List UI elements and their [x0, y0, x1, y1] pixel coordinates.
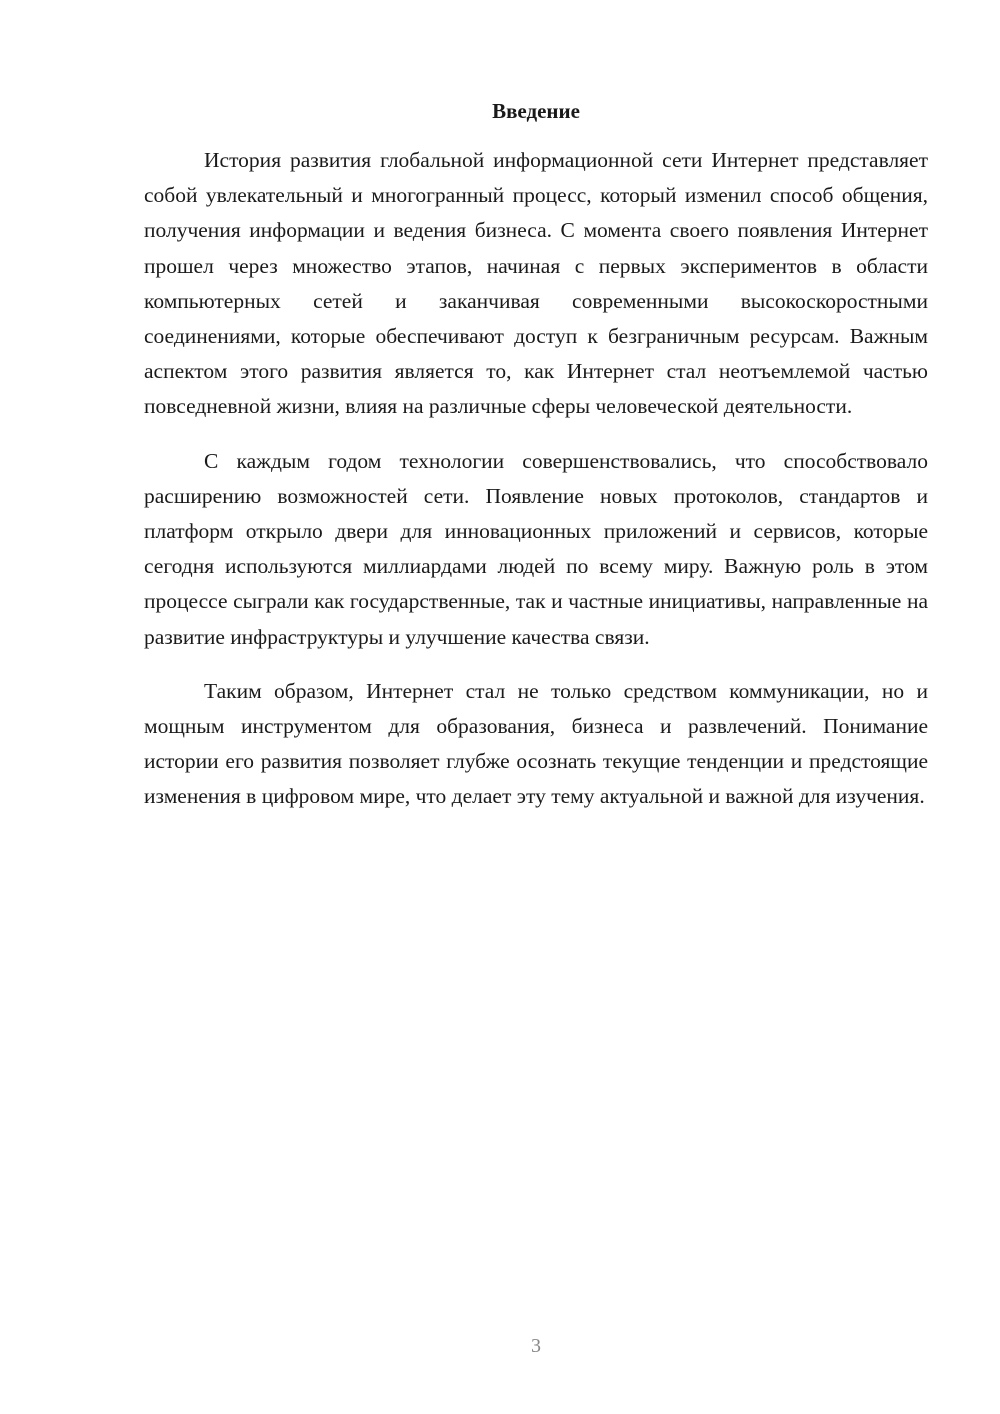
paragraph-1: История развития глобальной информационной сети Интернет представляет собой увлекательный и многогранный процесс, который изменил способ общения, получения информации и ведения бизнеса. С момента своего появления Интернет прошел через множество этапов, начиная с первых экспериментов в области компьютерных сетей и заканчивая современными высокоскоростными соединениями, которые обеспечивают доступ к безграничным ресурсам. Важным аспектом этого развития является то, как Интернет стал неотъемлемой частью повседневной жизни, влияя на различные сферы человеческой деятельности. — [144, 148, 928, 419]
body-text — [144, 143, 928, 834]
page-number: 3 — [531, 1335, 541, 1357]
paragraph-3: Таким образом, Интернет стал не только средством коммуникации, но и мощным инструментом для образования, бизнеса и развлечений. Понимание истории его развития позволяет глубже осознать текущие тенденции и предстоящие изменения в цифровом мире, что делает эту тему актуальной и важной для изучения. — [144, 678, 928, 809]
paragraph-2: С каждым годом технологии совершенствовались, что способствовало расширению возможностей сети. Появление новых протоколов, стандартов и платформ открыло двери для инновационных приложений и сервисов, которые сегодня используются миллиардами людей по всему миру. Важную роль в этом процессе сыграли как государственные, так и частные инициативы, направленные на развитие инфраструктуры и улучшение качества связи. — [144, 448, 928, 649]
section-heading: Введение — [492, 99, 580, 123]
